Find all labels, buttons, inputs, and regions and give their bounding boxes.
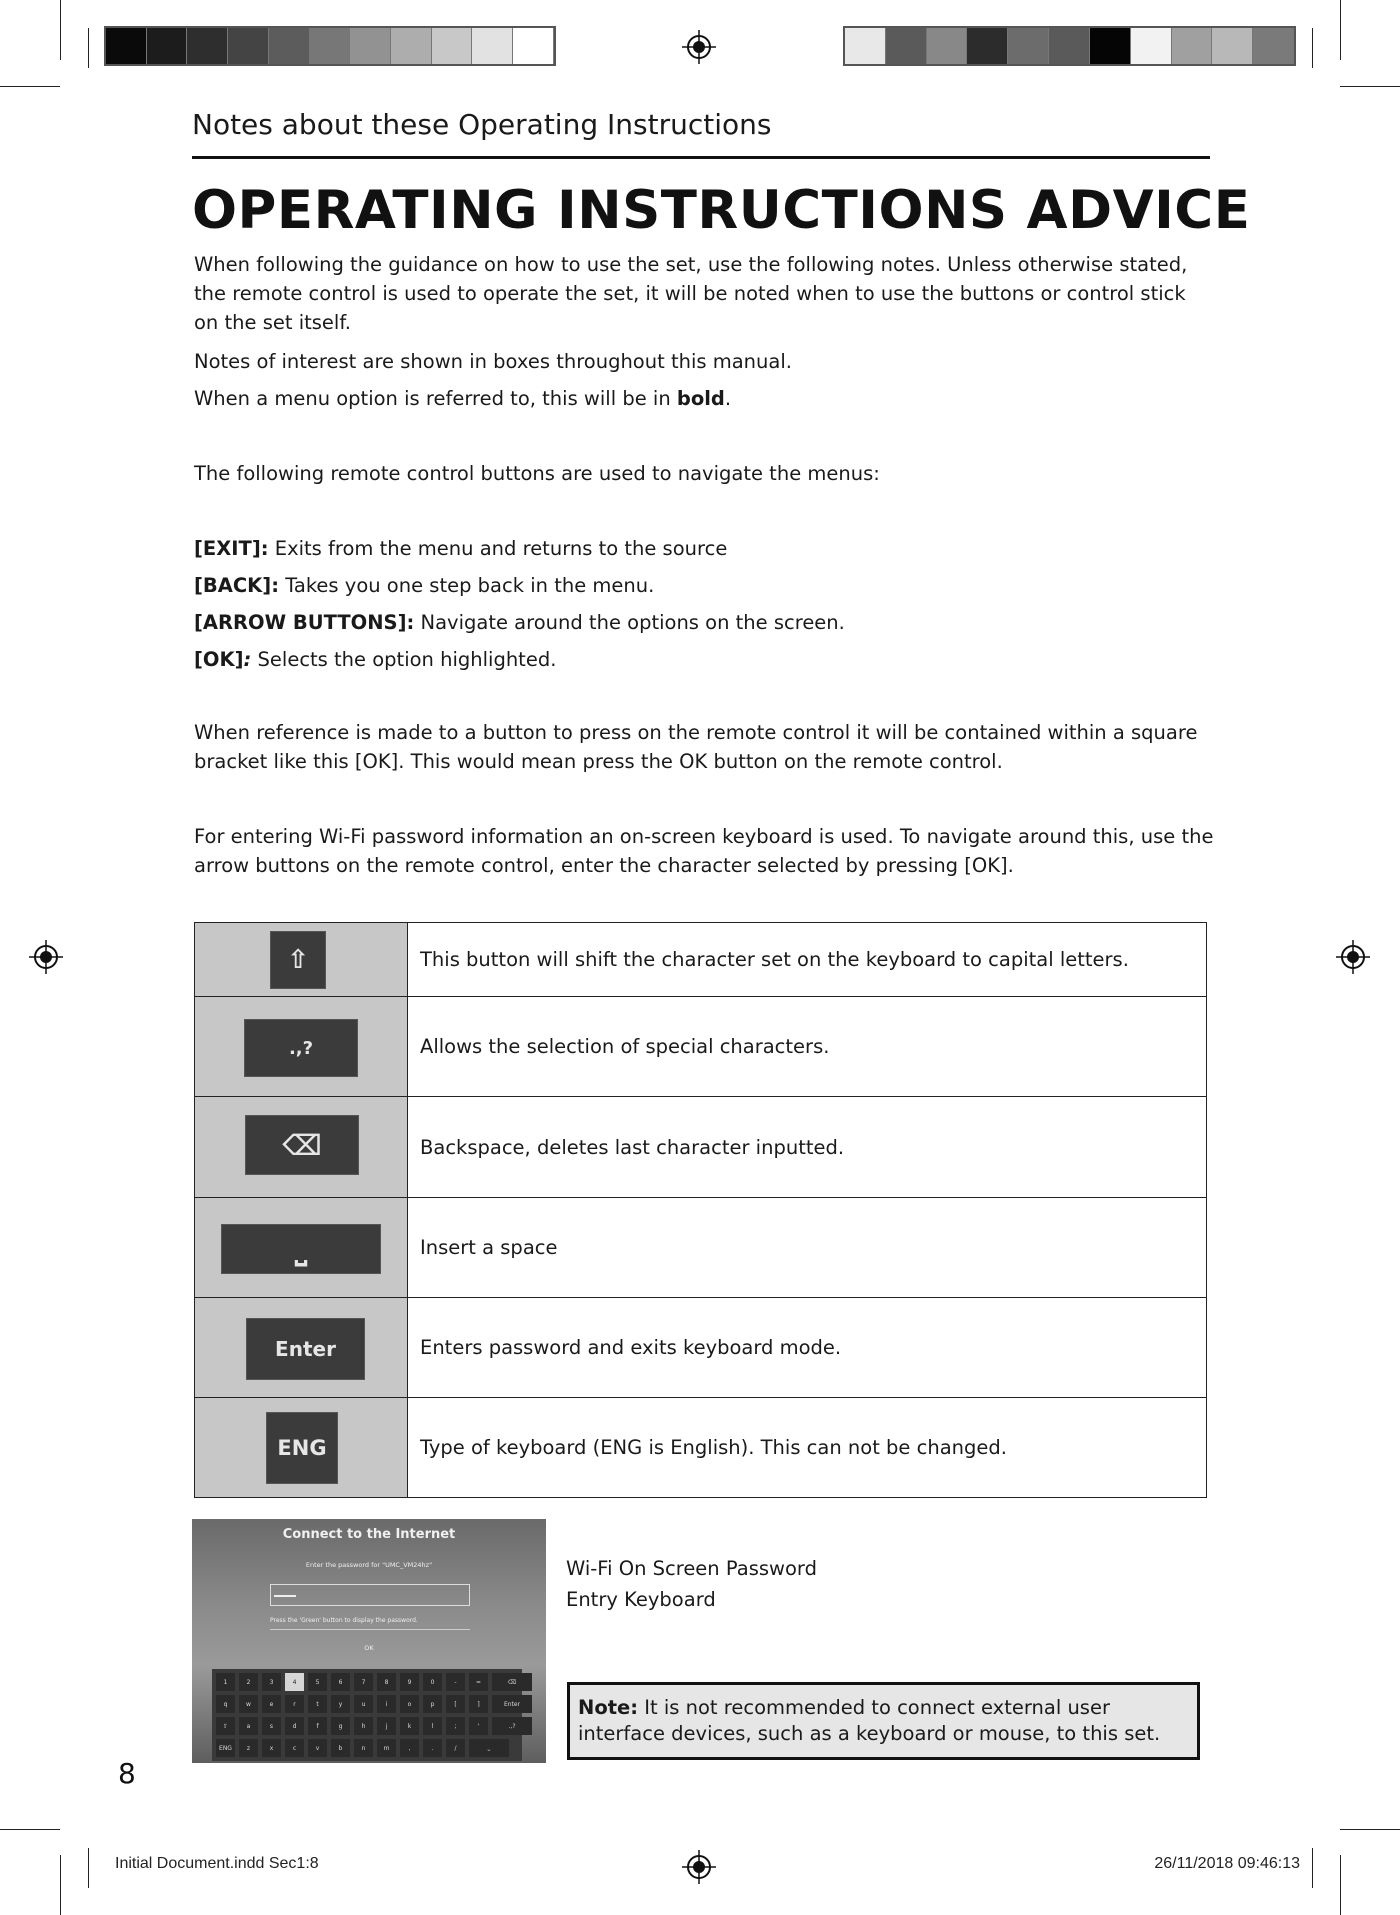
key-glyph: Enter bbox=[275, 1337, 336, 1361]
key-image-cell bbox=[195, 1097, 408, 1198]
button-list-item bbox=[194, 608, 1214, 637]
colon: : bbox=[243, 648, 252, 671]
keyboard-key: ] bbox=[469, 1695, 488, 1713]
keyboard-key: 9 bbox=[400, 1673, 419, 1691]
keyboard-key: f bbox=[308, 1717, 327, 1735]
enter-key bbox=[246, 1318, 365, 1380]
calibration-swatch bbox=[310, 28, 351, 64]
intro-paragraph bbox=[194, 384, 1214, 413]
keyboard-key: q bbox=[216, 1695, 235, 1713]
crop-mark bbox=[1312, 28, 1313, 68]
keyboard-key: d bbox=[285, 1717, 304, 1735]
crop-mark bbox=[1340, 1829, 1400, 1830]
keyboard-key: m bbox=[377, 1739, 396, 1757]
keyboard-key: 1 bbox=[216, 1673, 235, 1691]
table-row bbox=[195, 1198, 1207, 1298]
calibration-swatch bbox=[513, 28, 554, 64]
button-description: Navigate around the options on the screen. bbox=[414, 611, 845, 634]
page-title: OPERATING INSTRUCTIONS ADVICE bbox=[192, 180, 1251, 241]
calibration-swatch bbox=[1172, 28, 1213, 64]
calibration-swatch bbox=[391, 28, 432, 64]
header-rule bbox=[192, 156, 1210, 159]
calibration-swatch bbox=[432, 28, 473, 64]
keyboard-key: b bbox=[331, 1739, 350, 1757]
keyboard-key: n bbox=[354, 1739, 373, 1757]
keyboard-key: c bbox=[285, 1739, 304, 1757]
intro-paragraph: The following remote control buttons are used to navigate the menus: bbox=[194, 462, 880, 485]
keyboard-key: e bbox=[262, 1695, 281, 1713]
calibration-swatch bbox=[1008, 28, 1049, 64]
keyboard-key: 7 bbox=[354, 1673, 373, 1691]
key-description: Backspace, deletes last character inputted. bbox=[408, 1097, 1207, 1198]
table-row bbox=[195, 997, 1207, 1097]
keyboard-key: s bbox=[262, 1717, 281, 1735]
crop-mark bbox=[1312, 1848, 1313, 1888]
registration-mark-icon bbox=[1336, 940, 1370, 974]
slug-timestamp: 26/11/2018 09:46:13 bbox=[1154, 1855, 1300, 1872]
calibration-swatch bbox=[106, 28, 147, 64]
keyboard-key: 6 bbox=[331, 1673, 350, 1691]
key-image-cell bbox=[195, 1398, 408, 1498]
button-key-label: [OK] bbox=[194, 648, 244, 671]
calibration-swatch bbox=[228, 28, 269, 64]
keyboard-key: i bbox=[377, 1695, 396, 1713]
calibration-swatch bbox=[1131, 28, 1172, 64]
registration-mark-icon bbox=[29, 940, 63, 974]
key-description: Enters password and exits keyboard mode. bbox=[408, 1298, 1207, 1398]
backspace-icon bbox=[245, 1115, 359, 1175]
keyboard-key: 5 bbox=[308, 1673, 327, 1691]
keyboard-key: [ bbox=[446, 1695, 465, 1713]
keyboard-key: h bbox=[354, 1717, 373, 1735]
keyboard-key: ⎵ bbox=[469, 1739, 509, 1757]
keyboard-key: 4 bbox=[285, 1673, 304, 1691]
calibration-swatch bbox=[472, 28, 513, 64]
calibration-swatch bbox=[927, 28, 968, 64]
keyboard-key: 8 bbox=[377, 1673, 396, 1691]
keyboard-key: . bbox=[423, 1739, 442, 1757]
keyboard-key: ; bbox=[446, 1717, 465, 1735]
calibration-swatch bbox=[350, 28, 391, 64]
calibration-swatch bbox=[187, 28, 228, 64]
keyboard-key: t bbox=[308, 1695, 327, 1713]
button-list-item bbox=[194, 645, 1214, 674]
keyboard-key: ' bbox=[469, 1717, 488, 1735]
special-characters-key bbox=[244, 1019, 358, 1077]
keyboard-key: k bbox=[400, 1717, 419, 1735]
key-image-cell bbox=[195, 1298, 408, 1398]
calibration-swatch bbox=[1049, 28, 1090, 64]
wifi-paragraph: For entering Wi-Fi password information an on-screen keyboard is used. To navigate around this, use the arrow buttons on the remote control, enter the character selected by pressing [OK]. bbox=[194, 825, 1214, 877]
key-image-cell bbox=[195, 997, 408, 1097]
key-glyph: ⌫ bbox=[282, 1128, 322, 1162]
button-key-label: [EXIT]: bbox=[194, 537, 269, 560]
keyboard-key: 0 bbox=[423, 1673, 442, 1691]
keyboard-key: ENG bbox=[216, 1739, 235, 1757]
key-image-cell bbox=[195, 1198, 408, 1298]
keyboard-key: z bbox=[239, 1739, 258, 1757]
table-row bbox=[195, 923, 1207, 997]
keyboard-key: p bbox=[423, 1695, 442, 1713]
shift-icon bbox=[270, 931, 326, 989]
crop-mark bbox=[60, 1855, 61, 1915]
keyboard-key: , bbox=[400, 1739, 419, 1757]
key-glyph: ⇧ bbox=[287, 945, 309, 975]
crop-mark bbox=[0, 1829, 60, 1830]
reference-paragraph: When reference is made to a button to press on the remote control it will be contained within a square bracket like this [OK]. This would mean press the OK button on the remote control. bbox=[194, 721, 1198, 773]
keyboard-key: x bbox=[262, 1739, 281, 1757]
button-description: Exits from the menu and returns to the source bbox=[268, 537, 728, 560]
key-image-cell bbox=[195, 923, 408, 997]
text-cursor bbox=[274, 1595, 296, 1597]
color-calibration-bar-left bbox=[104, 26, 556, 66]
crop-mark bbox=[0, 86, 60, 87]
key-description: Insert a space bbox=[408, 1198, 1207, 1298]
keyboard-key: .,? bbox=[492, 1717, 532, 1735]
keyboard-key: ⌫ bbox=[492, 1673, 532, 1691]
key-description: Type of keyboard (ENG is English). This can not be changed. bbox=[408, 1398, 1207, 1498]
button-key-label: [ARROW BUTTONS]: bbox=[194, 611, 415, 634]
table-row bbox=[195, 1298, 1207, 1398]
section-title: Notes about these Operating Instructions bbox=[192, 108, 772, 141]
button-description: Takes you one step back in the menu. bbox=[279, 574, 655, 597]
calibration-swatch bbox=[886, 28, 927, 64]
bold-word: bold bbox=[676, 387, 725, 410]
table-row bbox=[195, 1097, 1207, 1198]
crop-mark bbox=[88, 28, 89, 68]
registration-mark-icon bbox=[682, 1850, 716, 1884]
keyboard-key: / bbox=[446, 1739, 465, 1757]
slug-file-info: Initial Document.indd Sec1:8 bbox=[115, 1855, 319, 1872]
password-field bbox=[270, 1584, 470, 1606]
caption-line: Wi-Fi On Screen Password bbox=[566, 1557, 817, 1580]
calibration-swatch bbox=[967, 28, 1008, 64]
crop-mark bbox=[88, 1848, 89, 1888]
key-description: This button will shift the character set on the keyboard to capital letters. bbox=[408, 923, 1207, 997]
eng-key bbox=[266, 1412, 338, 1484]
table-row bbox=[195, 1398, 1207, 1498]
key-glyph: ENG bbox=[277, 1436, 327, 1460]
calibration-swatch bbox=[269, 28, 310, 64]
keyboard-key: r bbox=[285, 1695, 304, 1713]
keyboard-key: o bbox=[400, 1695, 419, 1713]
key-glyph: ⎵ bbox=[295, 1231, 307, 1267]
keyboard-key: v bbox=[308, 1739, 327, 1757]
keyboard-key: l bbox=[423, 1717, 442, 1735]
calibration-swatch bbox=[1212, 28, 1253, 64]
crop-mark bbox=[60, 0, 61, 60]
space-key bbox=[221, 1224, 381, 1274]
keyboard-key: y bbox=[331, 1695, 350, 1713]
caption-line: Entry Keyboard bbox=[566, 1588, 716, 1611]
keyboard-key: a bbox=[239, 1717, 258, 1735]
wifi-keyboard-screenshot bbox=[192, 1519, 546, 1763]
keyboard-key: - bbox=[446, 1673, 465, 1691]
button-description: Selects the option highlighted. bbox=[251, 648, 557, 671]
note-box bbox=[567, 1682, 1200, 1760]
key-description: Allows the selection of special characters. bbox=[408, 997, 1207, 1097]
key-glyph: .,? bbox=[288, 1037, 314, 1059]
page-number: 8 bbox=[118, 1757, 136, 1790]
screenshot-prompt: Enter the password for "UMC_VM24hz" bbox=[305, 1561, 433, 1569]
calibration-swatch bbox=[1253, 28, 1294, 64]
crop-mark bbox=[1340, 86, 1400, 87]
registration-mark-icon bbox=[682, 30, 716, 64]
keyboard-key: g bbox=[331, 1717, 350, 1735]
keyboard-key: ⇧ bbox=[216, 1717, 235, 1735]
note-label: Note: bbox=[578, 1696, 639, 1719]
screenshot-ok: OK bbox=[364, 1644, 374, 1652]
note-text: It is not recommended to connect external user interface devices, such as a keyboard or mouse, to this set. bbox=[578, 1696, 1161, 1745]
intro-paragraph: Notes of interest are shown in boxes throughout this manual. bbox=[194, 350, 792, 373]
keyboard-key: 2 bbox=[239, 1673, 258, 1691]
text: When a menu option is referred to, this will be in bbox=[194, 387, 677, 410]
keyboard-key: Enter bbox=[492, 1695, 532, 1713]
button-key-label: [BACK]: bbox=[194, 574, 279, 597]
keyboard-key: 3 bbox=[262, 1673, 281, 1691]
color-calibration-bar-right bbox=[843, 26, 1296, 66]
text: . bbox=[724, 387, 732, 410]
calibration-swatch bbox=[845, 28, 886, 64]
keyboard-key: u bbox=[354, 1695, 373, 1713]
crop-mark bbox=[1340, 0, 1341, 60]
button-list-item bbox=[194, 534, 1214, 563]
calibration-swatch bbox=[147, 28, 188, 64]
keyboard-key: j bbox=[377, 1717, 396, 1735]
screenshot-title: Connect to the Internet bbox=[282, 1527, 456, 1542]
keyboard-key: w bbox=[239, 1695, 258, 1713]
calibration-swatch bbox=[1090, 28, 1131, 64]
screenshot-ok-divider bbox=[270, 1629, 470, 1630]
on-screen-keyboard bbox=[212, 1669, 522, 1761]
screenshot-caption bbox=[566, 1553, 817, 1615]
keyboard-keys-table bbox=[194, 922, 1207, 1498]
keyboard-key: = bbox=[469, 1673, 488, 1691]
screenshot-hint: Press the 'Green' button to display the password. bbox=[270, 1617, 418, 1624]
crop-mark bbox=[1340, 1855, 1341, 1915]
intro-paragraph: When following the guidance on how to use the set, use the following notes. Unless otherwise stated, the remote control is used to operate the set, it will be noted when to use the buttons or control stick on the set itself. bbox=[194, 253, 1188, 334]
button-list-item bbox=[194, 571, 1214, 600]
